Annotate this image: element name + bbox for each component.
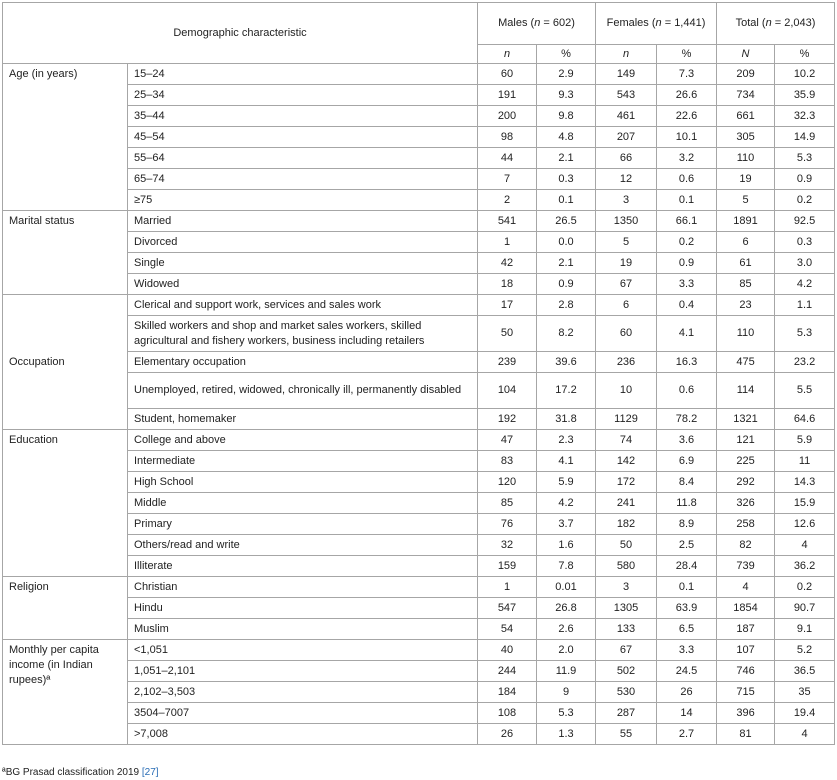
table-row bbox=[3, 274, 835, 295]
value-cell: 90.7 bbox=[775, 598, 835, 619]
value-cell: 1129 bbox=[596, 409, 657, 430]
value-cell: 66.1 bbox=[657, 211, 717, 232]
value-cell: 31.8 bbox=[537, 409, 596, 430]
table-row bbox=[3, 535, 835, 556]
value-cell: 67 bbox=[596, 274, 657, 295]
value-cell: 0.1 bbox=[537, 190, 596, 211]
value-cell: 11.8 bbox=[657, 493, 717, 514]
value-cell: 0.9 bbox=[657, 253, 717, 274]
row-label: High School bbox=[128, 472, 478, 493]
value-cell: 81 bbox=[717, 724, 775, 745]
value-cell: 0.1 bbox=[657, 577, 717, 598]
row-label: Muslim bbox=[128, 619, 478, 640]
table-row bbox=[3, 409, 835, 430]
value-cell: 9 bbox=[537, 682, 596, 703]
value-cell: 530 bbox=[596, 682, 657, 703]
value-cell: 715 bbox=[717, 682, 775, 703]
row-label: Christian bbox=[128, 577, 478, 598]
value-cell: 14 bbox=[657, 703, 717, 724]
footnote-reference-link[interactable]: [27] bbox=[141, 767, 159, 778]
table-row bbox=[3, 472, 835, 493]
subheader-males-pct: % bbox=[537, 45, 596, 64]
value-cell: 61 bbox=[717, 253, 775, 274]
value-cell: 39.6 bbox=[537, 352, 596, 373]
value-cell: 26 bbox=[478, 724, 537, 745]
table-row bbox=[3, 127, 835, 148]
value-cell: 9.3 bbox=[537, 85, 596, 106]
row-label: Widowed bbox=[128, 274, 478, 295]
subheader-total-pct: % bbox=[775, 45, 835, 64]
value-cell: 3.3 bbox=[657, 640, 717, 661]
value-cell: 0.9 bbox=[775, 169, 835, 190]
value-cell: 209 bbox=[717, 64, 775, 85]
value-cell: 3 bbox=[596, 190, 657, 211]
row-label: College and above bbox=[128, 430, 478, 451]
value-cell: 502 bbox=[596, 661, 657, 682]
value-cell: 5.9 bbox=[775, 430, 835, 451]
category-cell: Marital status bbox=[3, 211, 128, 295]
value-cell: 40 bbox=[478, 640, 537, 661]
value-cell: 239 bbox=[478, 352, 537, 373]
table-row bbox=[3, 232, 835, 253]
table-row bbox=[3, 295, 835, 316]
row-label: Elementary occupation bbox=[128, 352, 478, 373]
value-cell: 3.0 bbox=[775, 253, 835, 274]
value-cell: 159 bbox=[478, 556, 537, 577]
value-cell: 0.2 bbox=[775, 190, 835, 211]
value-cell: 3.2 bbox=[657, 148, 717, 169]
table-row bbox=[3, 619, 835, 640]
row-label: <1,051 bbox=[128, 640, 478, 661]
value-cell: 241 bbox=[596, 493, 657, 514]
value-cell: 2.7 bbox=[657, 724, 717, 745]
row-label: Unemployed, retired, widowed, chronically ill, permanently disabled bbox=[128, 373, 478, 409]
value-cell: 26 bbox=[657, 682, 717, 703]
value-cell: 55 bbox=[596, 724, 657, 745]
value-cell: 475 bbox=[717, 352, 775, 373]
value-cell: 7.8 bbox=[537, 556, 596, 577]
table-row bbox=[3, 106, 835, 127]
value-cell: 184 bbox=[478, 682, 537, 703]
value-cell: 18 bbox=[478, 274, 537, 295]
value-cell: 8.4 bbox=[657, 472, 717, 493]
value-cell: 5 bbox=[596, 232, 657, 253]
value-cell: 2.1 bbox=[537, 253, 596, 274]
header-females: Females (n = 1,441) bbox=[596, 3, 717, 45]
value-cell: 225 bbox=[717, 451, 775, 472]
row-label: 35–44 bbox=[128, 106, 478, 127]
value-cell: 1305 bbox=[596, 598, 657, 619]
value-cell: 4.2 bbox=[775, 274, 835, 295]
value-cell: 3.7 bbox=[537, 514, 596, 535]
subheader-males-n: n bbox=[478, 45, 537, 64]
row-label: 15–24 bbox=[128, 64, 478, 85]
value-cell: 63.9 bbox=[657, 598, 717, 619]
row-label: Others/read and write bbox=[128, 535, 478, 556]
value-cell: 17 bbox=[478, 295, 537, 316]
value-cell: 547 bbox=[478, 598, 537, 619]
value-cell: 14.3 bbox=[775, 472, 835, 493]
value-cell: 19.4 bbox=[775, 703, 835, 724]
table-row bbox=[3, 577, 835, 598]
value-cell: 258 bbox=[717, 514, 775, 535]
value-cell: 739 bbox=[717, 556, 775, 577]
value-cell: 396 bbox=[717, 703, 775, 724]
table-row bbox=[3, 556, 835, 577]
value-cell: 0.0 bbox=[537, 232, 596, 253]
value-cell: 734 bbox=[717, 85, 775, 106]
value-cell: 0.4 bbox=[657, 295, 717, 316]
value-cell: 187 bbox=[717, 619, 775, 640]
value-cell: 661 bbox=[717, 106, 775, 127]
value-cell: 4.8 bbox=[537, 127, 596, 148]
value-cell: 11 bbox=[775, 451, 835, 472]
value-cell: 26.8 bbox=[537, 598, 596, 619]
value-cell: 1854 bbox=[717, 598, 775, 619]
header-characteristic: Demographic characteristic bbox=[3, 3, 478, 64]
row-label: 1,051–2,101 bbox=[128, 661, 478, 682]
value-cell: 6.9 bbox=[657, 451, 717, 472]
value-cell: 461 bbox=[596, 106, 657, 127]
row-label: 65–74 bbox=[128, 169, 478, 190]
value-cell: 287 bbox=[596, 703, 657, 724]
table-row bbox=[3, 640, 835, 661]
value-cell: 2.3 bbox=[537, 430, 596, 451]
value-cell: 4 bbox=[775, 535, 835, 556]
value-cell: 5.3 bbox=[775, 148, 835, 169]
value-cell: 133 bbox=[596, 619, 657, 640]
value-cell: 47 bbox=[478, 430, 537, 451]
demographics-table bbox=[2, 2, 835, 745]
value-cell: 4.2 bbox=[537, 493, 596, 514]
value-cell: 98 bbox=[478, 127, 537, 148]
row-label: >7,008 bbox=[128, 724, 478, 745]
value-cell: 66 bbox=[596, 148, 657, 169]
value-cell: 326 bbox=[717, 493, 775, 514]
row-label: Hindu bbox=[128, 598, 478, 619]
subheader-total-n: N bbox=[717, 45, 775, 64]
value-cell: 23.2 bbox=[775, 352, 835, 373]
value-cell: 142 bbox=[596, 451, 657, 472]
value-cell: 1321 bbox=[717, 409, 775, 430]
footnote bbox=[2, 766, 159, 779]
value-cell: 104 bbox=[478, 373, 537, 409]
value-cell: 10.1 bbox=[657, 127, 717, 148]
row-label: 25–34 bbox=[128, 85, 478, 106]
row-label: Skilled workers and shop and market sales workers, skilled agricultural and fishery workers, business including retailers bbox=[128, 316, 478, 352]
value-cell: 2.0 bbox=[537, 640, 596, 661]
table-row bbox=[3, 598, 835, 619]
row-label: 45–54 bbox=[128, 127, 478, 148]
value-cell: 8.2 bbox=[537, 316, 596, 352]
value-cell: 10 bbox=[596, 373, 657, 409]
value-cell: 15.9 bbox=[775, 493, 835, 514]
value-cell: 50 bbox=[596, 535, 657, 556]
value-cell: 1.3 bbox=[537, 724, 596, 745]
table-row bbox=[3, 430, 835, 451]
value-cell: 5.3 bbox=[775, 316, 835, 352]
value-cell: 7.3 bbox=[657, 64, 717, 85]
value-cell: 0.2 bbox=[775, 577, 835, 598]
row-label: Primary bbox=[128, 514, 478, 535]
value-cell: 6 bbox=[717, 232, 775, 253]
value-cell: 26.5 bbox=[537, 211, 596, 232]
row-label: Clerical and support work, services and sales work bbox=[128, 295, 478, 316]
value-cell: 9.1 bbox=[775, 619, 835, 640]
value-cell: 6.5 bbox=[657, 619, 717, 640]
value-cell: 5 bbox=[717, 190, 775, 211]
table-row bbox=[3, 169, 835, 190]
value-cell: 64.6 bbox=[775, 409, 835, 430]
row-label: Illiterate bbox=[128, 556, 478, 577]
value-cell: 5.9 bbox=[537, 472, 596, 493]
value-cell: 36.5 bbox=[775, 661, 835, 682]
value-cell: 85 bbox=[717, 274, 775, 295]
value-cell: 3 bbox=[596, 577, 657, 598]
table-row bbox=[3, 661, 835, 682]
value-cell: 1891 bbox=[717, 211, 775, 232]
value-cell: 172 bbox=[596, 472, 657, 493]
value-cell: 5.3 bbox=[537, 703, 596, 724]
value-cell: 2.1 bbox=[537, 148, 596, 169]
value-cell: 92.5 bbox=[775, 211, 835, 232]
value-cell: 19 bbox=[717, 169, 775, 190]
header-total: Total (n = 2,043) bbox=[717, 3, 835, 45]
row-label: 3504–7007 bbox=[128, 703, 478, 724]
value-cell: 22.6 bbox=[657, 106, 717, 127]
category-cell: Age (in years) bbox=[3, 64, 128, 211]
value-cell: 35 bbox=[775, 682, 835, 703]
table-row bbox=[3, 493, 835, 514]
value-cell: 120 bbox=[478, 472, 537, 493]
table-row bbox=[3, 316, 835, 352]
value-cell: 6 bbox=[596, 295, 657, 316]
table-row bbox=[3, 703, 835, 724]
value-cell: 4.1 bbox=[537, 451, 596, 472]
value-cell: 1350 bbox=[596, 211, 657, 232]
value-cell: 182 bbox=[596, 514, 657, 535]
value-cell: 24.5 bbox=[657, 661, 717, 682]
value-cell: 149 bbox=[596, 64, 657, 85]
row-label: Middle bbox=[128, 493, 478, 514]
table-row bbox=[3, 253, 835, 274]
value-cell: 4.1 bbox=[657, 316, 717, 352]
value-cell: 67 bbox=[596, 640, 657, 661]
value-cell: 60 bbox=[596, 316, 657, 352]
subheader-females-pct: % bbox=[657, 45, 717, 64]
value-cell: 0.6 bbox=[657, 373, 717, 409]
value-cell: 0.3 bbox=[775, 232, 835, 253]
value-cell: 0.2 bbox=[657, 232, 717, 253]
value-cell: 60 bbox=[478, 64, 537, 85]
table-row bbox=[3, 64, 835, 85]
table-body bbox=[3, 64, 835, 745]
value-cell: 107 bbox=[717, 640, 775, 661]
value-cell: 8.9 bbox=[657, 514, 717, 535]
value-cell: 17.2 bbox=[537, 373, 596, 409]
value-cell: 32.3 bbox=[775, 106, 835, 127]
value-cell: 2 bbox=[478, 190, 537, 211]
value-cell: 2.8 bbox=[537, 295, 596, 316]
table-row bbox=[3, 148, 835, 169]
value-cell: 14.9 bbox=[775, 127, 835, 148]
value-cell: 2.9 bbox=[537, 64, 596, 85]
value-cell: 541 bbox=[478, 211, 537, 232]
value-cell: 19 bbox=[596, 253, 657, 274]
value-cell: 28.4 bbox=[657, 556, 717, 577]
value-cell: 114 bbox=[717, 373, 775, 409]
value-cell: 4 bbox=[775, 724, 835, 745]
value-cell: 0.01 bbox=[537, 577, 596, 598]
value-cell: 11.9 bbox=[537, 661, 596, 682]
value-cell: 108 bbox=[478, 703, 537, 724]
value-cell: 1.6 bbox=[537, 535, 596, 556]
value-cell: 1.1 bbox=[775, 295, 835, 316]
value-cell: 110 bbox=[717, 316, 775, 352]
value-cell: 543 bbox=[596, 85, 657, 106]
value-cell: 26.6 bbox=[657, 85, 717, 106]
value-cell: 23 bbox=[717, 295, 775, 316]
value-cell: 4 bbox=[717, 577, 775, 598]
value-cell: 42 bbox=[478, 253, 537, 274]
value-cell: 10.2 bbox=[775, 64, 835, 85]
value-cell: 5.5 bbox=[775, 373, 835, 409]
value-cell: 236 bbox=[596, 352, 657, 373]
value-cell: 2.5 bbox=[657, 535, 717, 556]
value-cell: 9.8 bbox=[537, 106, 596, 127]
value-cell: 244 bbox=[478, 661, 537, 682]
value-cell: 3.6 bbox=[657, 430, 717, 451]
value-cell: 200 bbox=[478, 106, 537, 127]
value-cell: 7 bbox=[478, 169, 537, 190]
value-cell: 121 bbox=[717, 430, 775, 451]
value-cell: 54 bbox=[478, 619, 537, 640]
value-cell: 83 bbox=[478, 451, 537, 472]
value-cell: 305 bbox=[717, 127, 775, 148]
value-cell: 12.6 bbox=[775, 514, 835, 535]
table-row bbox=[3, 451, 835, 472]
value-cell: 78.2 bbox=[657, 409, 717, 430]
footnote-text: ªBG Prasad classification 2019 bbox=[2, 767, 142, 778]
row-label: 2,102–3,503 bbox=[128, 682, 478, 703]
category-cell: Religion bbox=[3, 577, 128, 640]
value-cell: 580 bbox=[596, 556, 657, 577]
table-row bbox=[3, 352, 835, 373]
table-header bbox=[3, 3, 835, 64]
table-row bbox=[3, 514, 835, 535]
row-label: Student, homemaker bbox=[128, 409, 478, 430]
value-cell: 36.2 bbox=[775, 556, 835, 577]
value-cell: 76 bbox=[478, 514, 537, 535]
value-cell: 1 bbox=[478, 232, 537, 253]
value-cell: 74 bbox=[596, 430, 657, 451]
row-label: 55–64 bbox=[128, 148, 478, 169]
table-row bbox=[3, 190, 835, 211]
row-label: Single bbox=[128, 253, 478, 274]
row-label: ≥75 bbox=[128, 190, 478, 211]
row-label: Divorced bbox=[128, 232, 478, 253]
value-cell: 44 bbox=[478, 148, 537, 169]
value-cell: 0.3 bbox=[537, 169, 596, 190]
value-cell: 207 bbox=[596, 127, 657, 148]
value-cell: 16.3 bbox=[657, 352, 717, 373]
value-cell: 192 bbox=[478, 409, 537, 430]
row-label: Intermediate bbox=[128, 451, 478, 472]
subheader-females-n: n bbox=[596, 45, 657, 64]
value-cell: 0.9 bbox=[537, 274, 596, 295]
value-cell: 0.1 bbox=[657, 190, 717, 211]
row-label: Married bbox=[128, 211, 478, 232]
value-cell: 12 bbox=[596, 169, 657, 190]
value-cell: 85 bbox=[478, 493, 537, 514]
table-row bbox=[3, 724, 835, 745]
category-cell: Monthly per capita income (in Indian rupees)ª bbox=[3, 640, 128, 745]
category-cell: Occupation bbox=[3, 295, 128, 430]
value-cell: 50 bbox=[478, 316, 537, 352]
table-row bbox=[3, 85, 835, 106]
value-cell: 32 bbox=[478, 535, 537, 556]
value-cell: 2.6 bbox=[537, 619, 596, 640]
value-cell: 1 bbox=[478, 577, 537, 598]
header-males: Males (n = 602) bbox=[478, 3, 596, 45]
value-cell: 191 bbox=[478, 85, 537, 106]
table-row bbox=[3, 211, 835, 232]
value-cell: 746 bbox=[717, 661, 775, 682]
table-row bbox=[3, 682, 835, 703]
value-cell: 5.2 bbox=[775, 640, 835, 661]
value-cell: 0.6 bbox=[657, 169, 717, 190]
table-row bbox=[3, 373, 835, 409]
value-cell: 110 bbox=[717, 148, 775, 169]
category-cell: Education bbox=[3, 430, 128, 577]
value-cell: 82 bbox=[717, 535, 775, 556]
value-cell: 35.9 bbox=[775, 85, 835, 106]
value-cell: 3.3 bbox=[657, 274, 717, 295]
value-cell: 292 bbox=[717, 472, 775, 493]
